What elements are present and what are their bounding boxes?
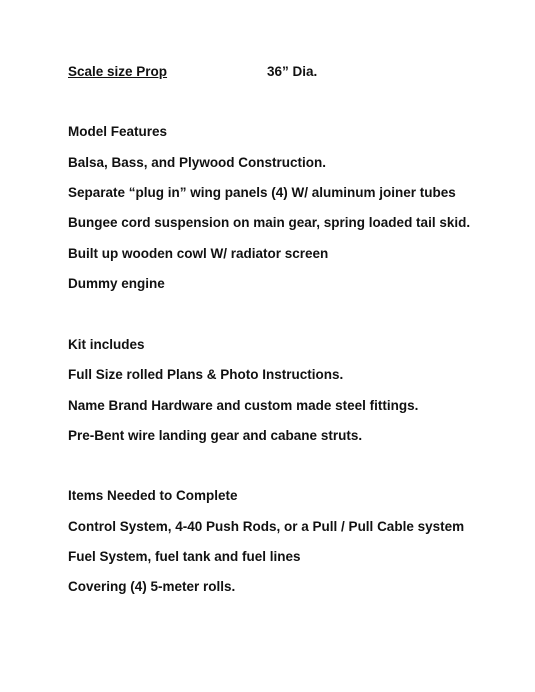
feature-item: Built up wooden cowl W/ radiator screen	[68, 246, 329, 261]
kit-item: Full Size rolled Plans & Photo Instructions.	[68, 367, 344, 382]
prop-size-line	[68, 64, 328, 80]
model-features-heading: Model Features	[68, 124, 168, 139]
feature-item: Separate “plug in” wing panels (4) W/ aluminum joiner tubes	[68, 185, 456, 200]
feature-item: Dummy engine	[68, 276, 165, 291]
kit-item: Name Brand Hardware and custom made steel fittings.	[68, 398, 419, 413]
items-needed-heading: Items Needed to Complete	[68, 488, 238, 503]
kit-includes-heading: Kit includes	[68, 337, 145, 352]
needed-item: Fuel System, fuel tank and fuel lines	[68, 549, 301, 564]
needed-item: Control System, 4-40 Push Rods, or a Pull / Pull Cable system	[68, 519, 465, 534]
prop-size-value: 36” Dia.	[267, 64, 318, 79]
feature-item: Balsa, Bass, and Plywood Construction.	[68, 155, 327, 170]
feature-item: Bungee cord suspension on main gear, spring loaded tail skid.	[68, 215, 471, 230]
prop-size-label: Scale size Prop	[68, 64, 168, 79]
needed-item: Covering (4) 5-meter rolls.	[68, 579, 236, 594]
kit-item: Pre-Bent wire landing gear and cabane struts.	[68, 428, 363, 443]
